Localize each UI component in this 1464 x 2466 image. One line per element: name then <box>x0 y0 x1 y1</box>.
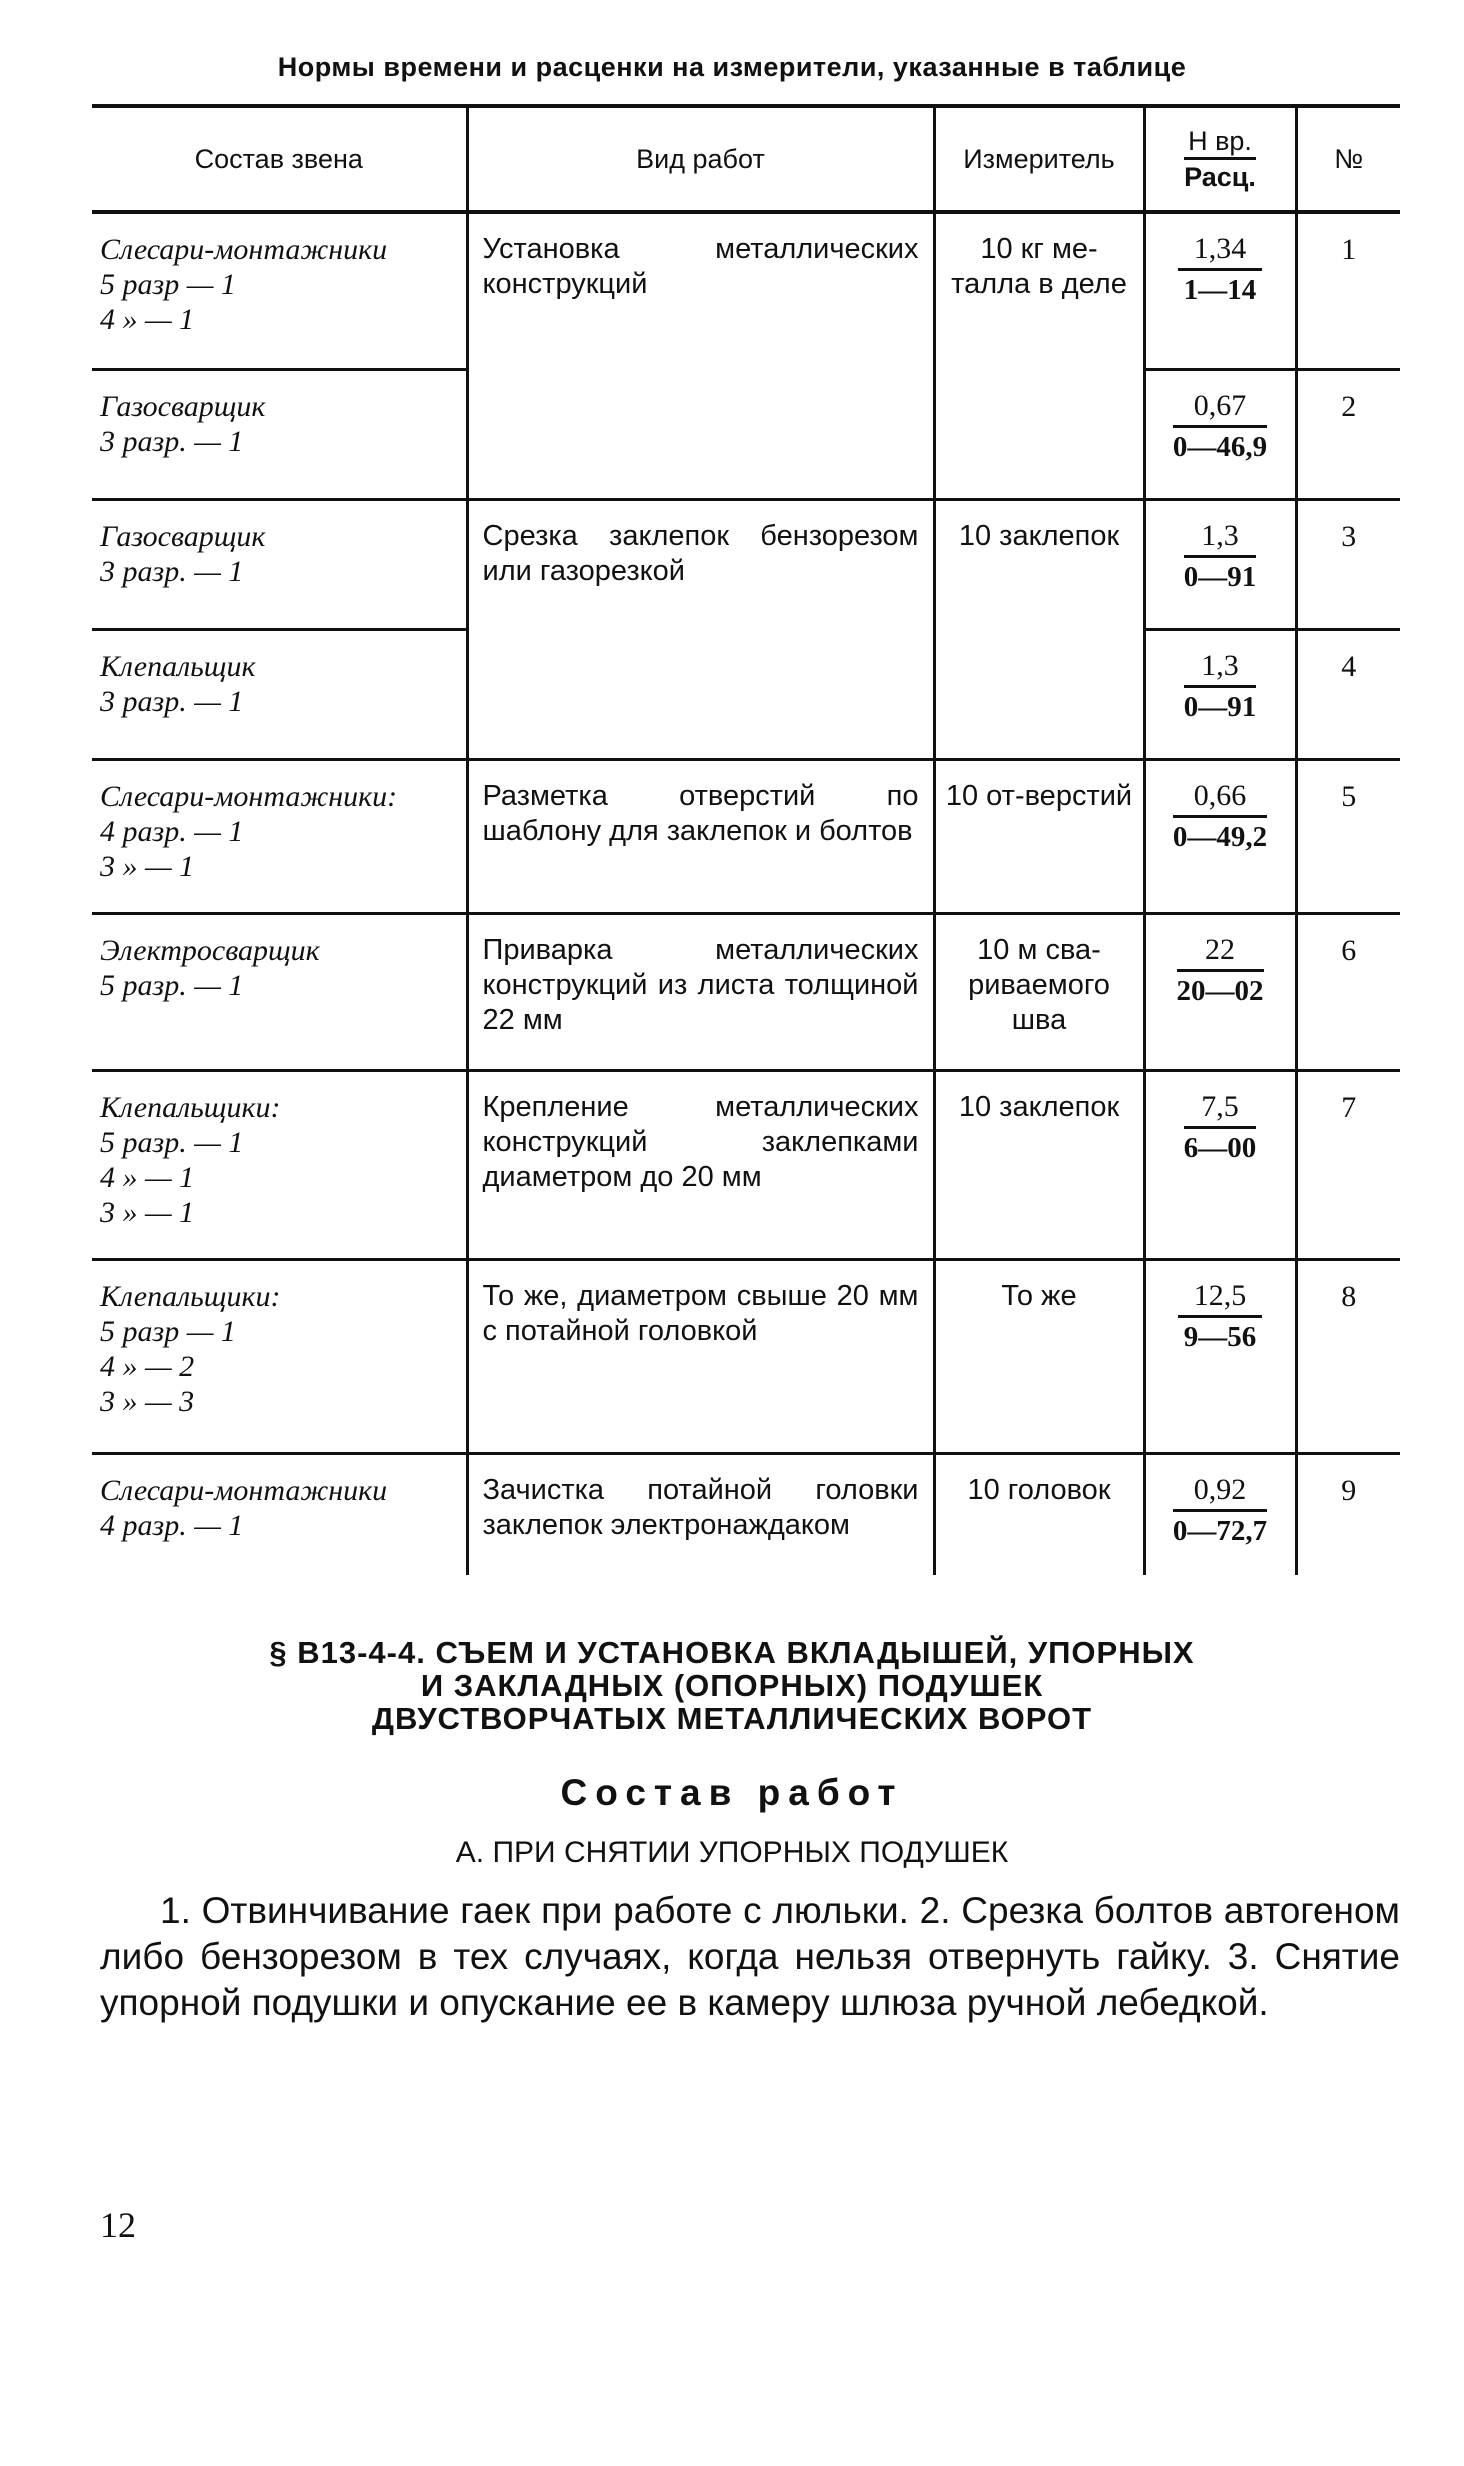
team-line: Клепальщик <box>100 649 256 683</box>
table-row <box>92 499 1400 629</box>
row-number: 6 <box>1296 913 1400 1070</box>
team-cell <box>92 369 467 499</box>
team-line: 4 » — 1 <box>100 303 195 336</box>
norm-fraction <box>1184 519 1257 596</box>
table-caption: Нормы времени и расценки на измерители, указанные в таблице <box>277 52 1187 82</box>
section-title <box>0 1636 1464 1735</box>
team-line: 4 разр. — 1 <box>100 1508 244 1542</box>
work-composition-heading: Состав работ <box>560 1772 904 1813</box>
row-number: 8 <box>1296 1259 1400 1453</box>
team-line: 3 » — 1 <box>100 1195 195 1229</box>
team-cell <box>92 499 467 629</box>
team-line: Клепальщики: <box>100 1279 281 1313</box>
table-row <box>92 759 1400 913</box>
norm-fraction <box>1173 779 1267 856</box>
header-work: Вид работ <box>467 106 934 212</box>
norms-table-wrapper <box>92 104 1400 1575</box>
table-row <box>92 1453 1400 1575</box>
team-cell <box>92 629 467 759</box>
norm-rate-cell <box>1144 1070 1296 1259</box>
rate-value: 0—46,9 <box>1172 430 1268 463</box>
norm-value: 1,34 <box>1178 232 1263 271</box>
team-line: Клепальщики: <box>100 1090 281 1124</box>
team-line: Газосварщик <box>100 519 266 553</box>
norm-value: 12,5 <box>1178 1279 1263 1318</box>
section-title-line: § В13-4-4. СЪЕМ И УСТАНОВКА ВКЛАДЫШЕЙ, УПОРНЫХ <box>269 1635 1195 1670</box>
measure-cell: То же <box>934 1259 1144 1453</box>
norm-value: 0,66 <box>1173 779 1267 818</box>
rate-value: 9—56 <box>1183 1320 1257 1353</box>
work-cell: То же, диаметром свыше 20 мм с потайной головкой <box>467 1259 934 1453</box>
norm-value: 0,92 <box>1173 1473 1267 1512</box>
norm-value: 1,3 <box>1184 649 1257 688</box>
table-header-row <box>92 106 1400 212</box>
norm-fraction <box>1177 933 1264 1010</box>
row-number: 1 <box>1296 212 1400 369</box>
header-number: № <box>1296 106 1400 212</box>
header-norm-rate <box>1144 106 1296 212</box>
norm-fraction <box>1173 389 1267 466</box>
measure-cell: 10 м сва-риваемого шва <box>934 913 1144 1070</box>
header-norm: Н вр. <box>1184 125 1256 160</box>
norm-fraction <box>1178 232 1263 309</box>
measure-cell: 10 заклепок <box>934 1070 1144 1259</box>
rate-value: 0—49,2 <box>1172 820 1268 853</box>
team-cell <box>92 759 467 913</box>
team-line: Газосварщик <box>100 389 266 423</box>
table-row <box>92 1259 1400 1453</box>
team-line: 3 разр. — 1 <box>100 684 244 718</box>
rate-value: 0—72,7 <box>1172 1514 1268 1547</box>
team-line: 4 » — 2 <box>100 1349 195 1383</box>
norm-fraction <box>1184 649 1257 726</box>
work-cell: Приварка металлических конструкций из листа толщиной 22 мм <box>467 913 934 1070</box>
team-cell <box>92 1070 467 1259</box>
row-number: 9 <box>1296 1453 1400 1575</box>
body-paragraph: 1. Отвинчивание гаек при работе с люльки. 2. Срезка болтов автогеном либо бензорезом в тех случаях, когда нельзя отвернуть гайку. 3. Снятие упорной подушки и опускание ее в камеру шлюза ручной лебедкой. <box>100 1890 1400 2023</box>
norm-value: 22 <box>1177 933 1264 972</box>
norm-rate-cell <box>1144 759 1296 913</box>
team-line: 3 разр. — 1 <box>100 554 244 588</box>
norm-rate-cell <box>1144 629 1296 759</box>
team-cell <box>92 212 467 369</box>
team-cell <box>92 913 467 1070</box>
team-line: 3 » — 3 <box>100 1384 195 1418</box>
norm-fraction <box>1184 1090 1257 1167</box>
norm-fraction <box>1178 1279 1263 1356</box>
work-cell: Установка металлических конструкций <box>467 212 934 499</box>
norm-value: 7,5 <box>1184 1090 1257 1129</box>
row-number: 5 <box>1296 759 1400 913</box>
measure-cell: 10 кг ме-талла в деле <box>934 212 1144 499</box>
norm-rate-cell <box>1144 913 1296 1070</box>
team-cell <box>92 1453 467 1575</box>
table-row <box>92 1070 1400 1259</box>
team-line: Электросварщик <box>100 933 320 967</box>
team-cell <box>92 1259 467 1453</box>
rate-value: 6—00 <box>1183 1131 1257 1164</box>
team-line: 5 разр. — 1 <box>100 1125 244 1159</box>
table-row <box>92 212 1400 369</box>
norm-value: 0,67 <box>1173 389 1267 428</box>
rate-value: 20—02 <box>1176 974 1264 1007</box>
measure-cell: 10 головок <box>934 1453 1144 1575</box>
rate-value: 1—14 <box>1183 274 1257 306</box>
norm-value: 1,3 <box>1184 519 1257 558</box>
norm-rate-cell <box>1144 1259 1296 1453</box>
row-number: 2 <box>1296 369 1400 499</box>
norm-rate-cell <box>1144 212 1296 369</box>
team-line: Слесари-монтажники <box>100 233 388 266</box>
measure-cell: 10 заклепок <box>934 499 1144 759</box>
norms-table <box>92 104 1400 1575</box>
norm-rate-cell <box>1144 1453 1296 1575</box>
header-rate: Расц. <box>1184 161 1256 192</box>
row-number: 4 <box>1296 629 1400 759</box>
measure-cell: 10 от-верстий <box>934 759 1144 913</box>
subsection-heading: А. ПРИ СНЯТИИ УПОРНЫХ ПОДУШЕК <box>455 1836 1009 1869</box>
team-line: 4 разр. — 1 <box>100 814 244 848</box>
work-cell: Срезка заклепок бензорезом или газорезкой <box>467 499 934 759</box>
team-line: Слесари-монтажники: <box>100 779 398 813</box>
team-line: 4 » — 1 <box>100 1160 195 1194</box>
norm-rate-cell <box>1144 369 1296 499</box>
row-number: 3 <box>1296 499 1400 629</box>
team-line: 5 разр — 1 <box>100 1314 236 1348</box>
rate-value: 0—91 <box>1183 690 1257 723</box>
page-number: 12 <box>100 2205 136 2245</box>
table-row <box>92 913 1400 1070</box>
team-line: 5 разр. — 1 <box>100 968 244 1002</box>
section-title-line: ДВУСТВОРЧАТЫХ МЕТАЛЛИЧЕСКИХ ВОРОТ <box>371 1701 1093 1736</box>
team-line: Слесари-монтажники <box>100 1473 388 1507</box>
team-line: 5 разр — 1 <box>100 268 236 301</box>
team-line: 3 разр. — 1 <box>100 424 244 458</box>
rate-value: 0—91 <box>1183 560 1257 593</box>
section-title-line: И ЗАКЛАДНЫХ (ОПОРНЫХ) ПОДУШЕК <box>420 1668 1044 1703</box>
header-measure: Измеритель <box>934 106 1144 212</box>
work-cell: Зачистка потайной головки заклепок электронаждаком <box>467 1453 934 1575</box>
team-line: 3 » — 1 <box>100 849 195 883</box>
work-cell: Крепление металлических конструкций заклепками диаметром до 20 мм <box>467 1070 934 1259</box>
norm-fraction <box>1173 1473 1267 1550</box>
header-fraction <box>1184 125 1256 194</box>
header-team: Состав звена <box>92 106 467 212</box>
work-cell: Разметка отверстий по шаблону для заклепок и болтов <box>467 759 934 913</box>
row-number: 7 <box>1296 1070 1400 1259</box>
norm-rate-cell <box>1144 499 1296 629</box>
